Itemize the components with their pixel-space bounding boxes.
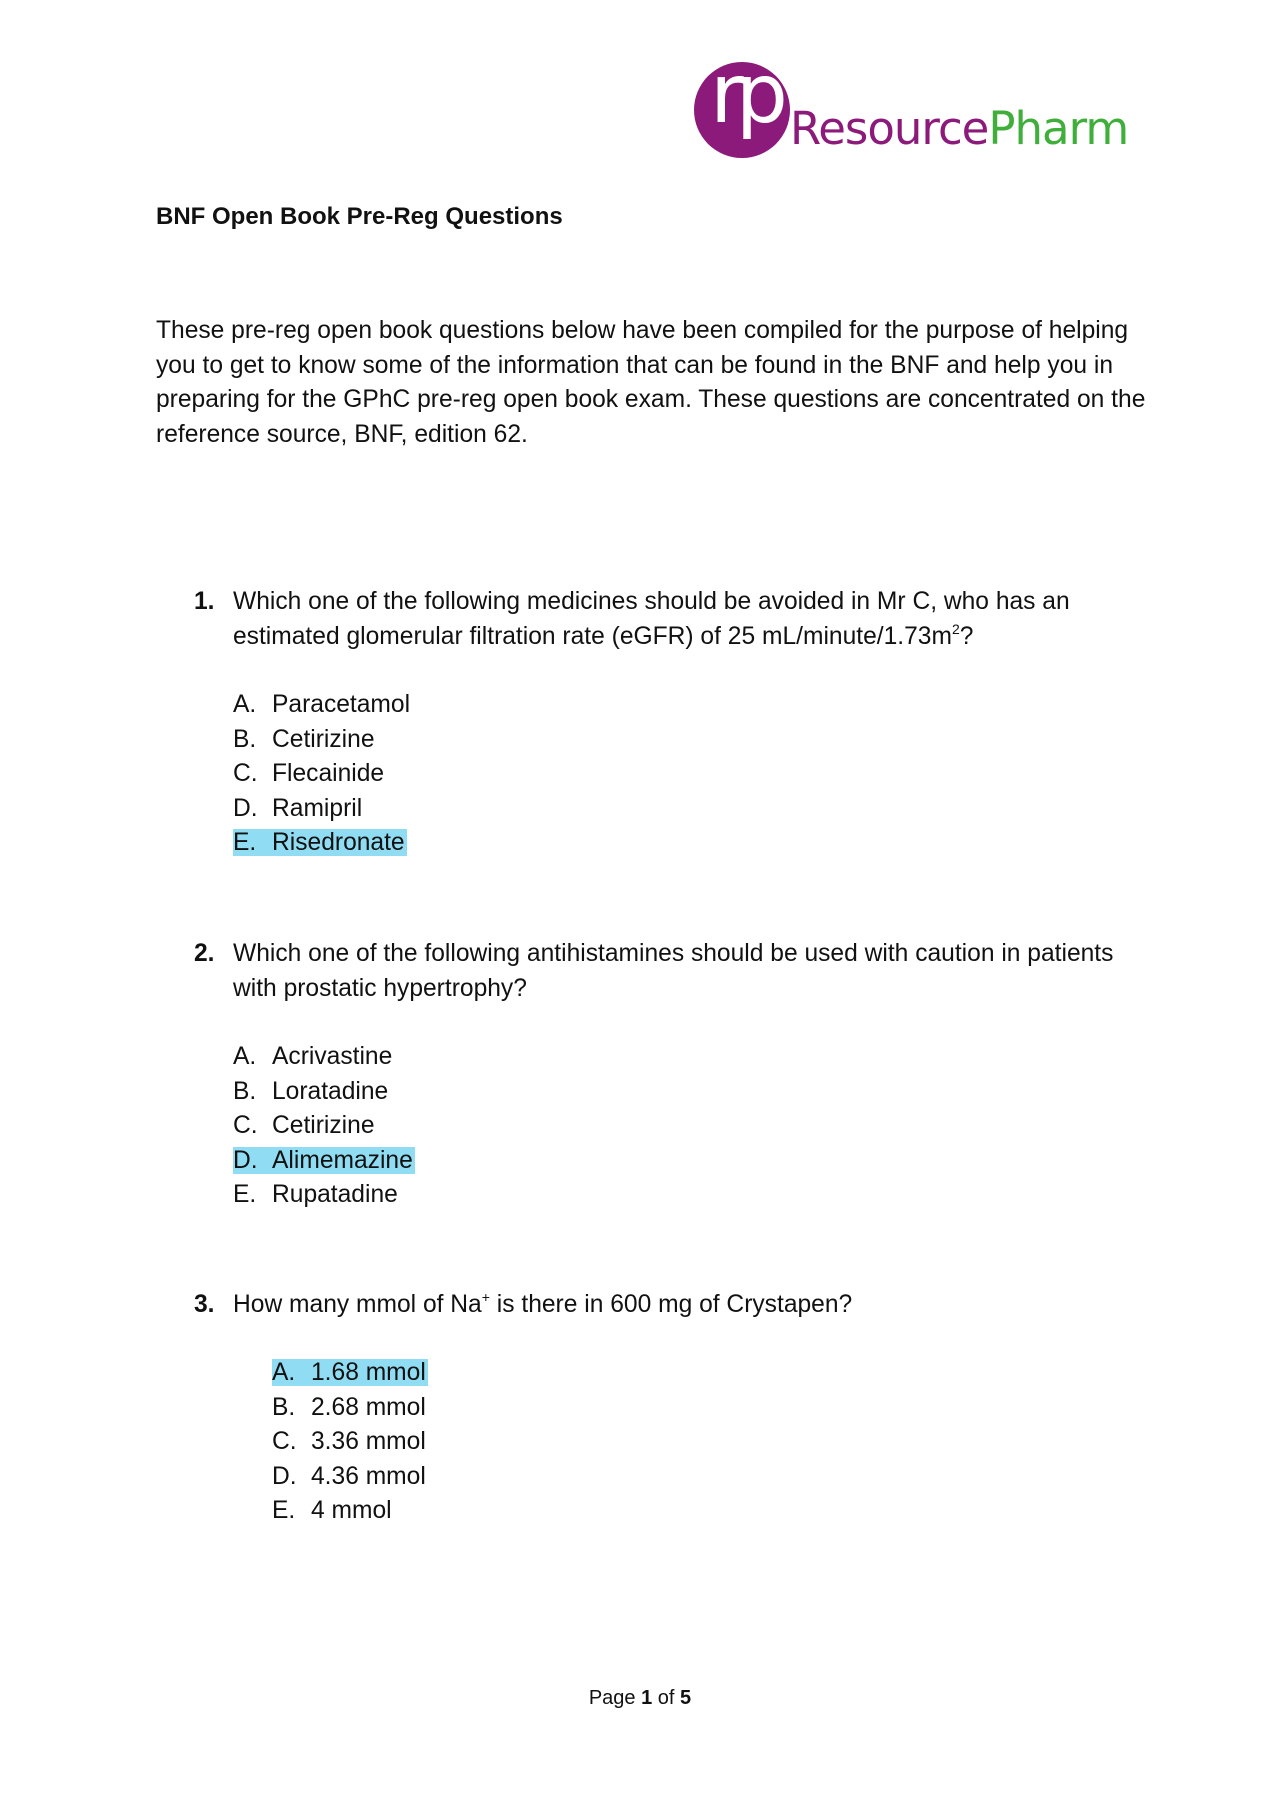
page-footer xyxy=(0,1687,1280,1710)
answer-options xyxy=(233,688,412,861)
option-c: C. Cetirizine xyxy=(233,1112,375,1139)
resourcepharm-logo xyxy=(694,47,1154,162)
answer-options xyxy=(272,1356,428,1529)
option-e-correct: E. Risedronate xyxy=(233,829,405,856)
question-number: 1. xyxy=(194,588,215,615)
question-number: 2. xyxy=(194,940,215,967)
intro-paragraph: These pre-reg open book questions below have been compiled for the purpose of helping you to get to know some of the information that can be found in the BNF and help you in preparing for the GPhC pre-reg open book exam. These questions are concentrated on the reference source, BNF, edition 62. xyxy=(156,317,1146,448)
option-e: E. 4 mmol xyxy=(272,1497,392,1524)
option-b: B. Cetirizine xyxy=(233,725,375,753)
option-c: C. Flecainide xyxy=(233,760,385,787)
option-b: B. Loratadine xyxy=(233,1077,389,1105)
page-label: Page xyxy=(588,1687,636,1709)
option-e: E. Rupatadine xyxy=(233,1181,398,1208)
document-title: BNF Open Book Pre-Reg Questions xyxy=(156,203,563,230)
option-a-correct: A. 1.68 mmol xyxy=(272,1359,426,1386)
option-c: C. 3.36 mmol xyxy=(272,1428,426,1455)
question-text: Which one of the following medicines should be avoided in Mr C, who has an estimated glomerular filtration rate (eGFR) of 25 $mL/minute/1.73m^2$? xyxy=(233,588,1070,650)
current-page: 1 xyxy=(641,1687,653,1709)
logo-wordmark: ResourcePharm xyxy=(790,102,1129,155)
option-d: D. Ramipril xyxy=(233,794,363,822)
option-d-correct: D. Alimemazine xyxy=(233,1146,413,1174)
total-pages: 5 xyxy=(680,1687,692,1709)
logo-mark xyxy=(694,47,790,158)
question-number: 3. xyxy=(194,1291,215,1318)
option-d: D. 4.36 mmol xyxy=(272,1462,426,1490)
question-text: Which one of the following antihistamines should be used with caution in patients with prostatic hypertrophy? xyxy=(233,940,1114,1002)
option-a: A. Paracetamol xyxy=(233,691,411,718)
of-label: of xyxy=(657,1687,675,1709)
option-b: B. 2.68 mmol xyxy=(272,1393,426,1421)
option-a: A. Acrivastine xyxy=(233,1043,393,1070)
answer-options xyxy=(233,1040,415,1213)
question-text: How many mmol of Na+ is there in 600 mg of Crystapen? xyxy=(233,1289,853,1318)
logo-mark-text: rp xyxy=(710,47,780,142)
